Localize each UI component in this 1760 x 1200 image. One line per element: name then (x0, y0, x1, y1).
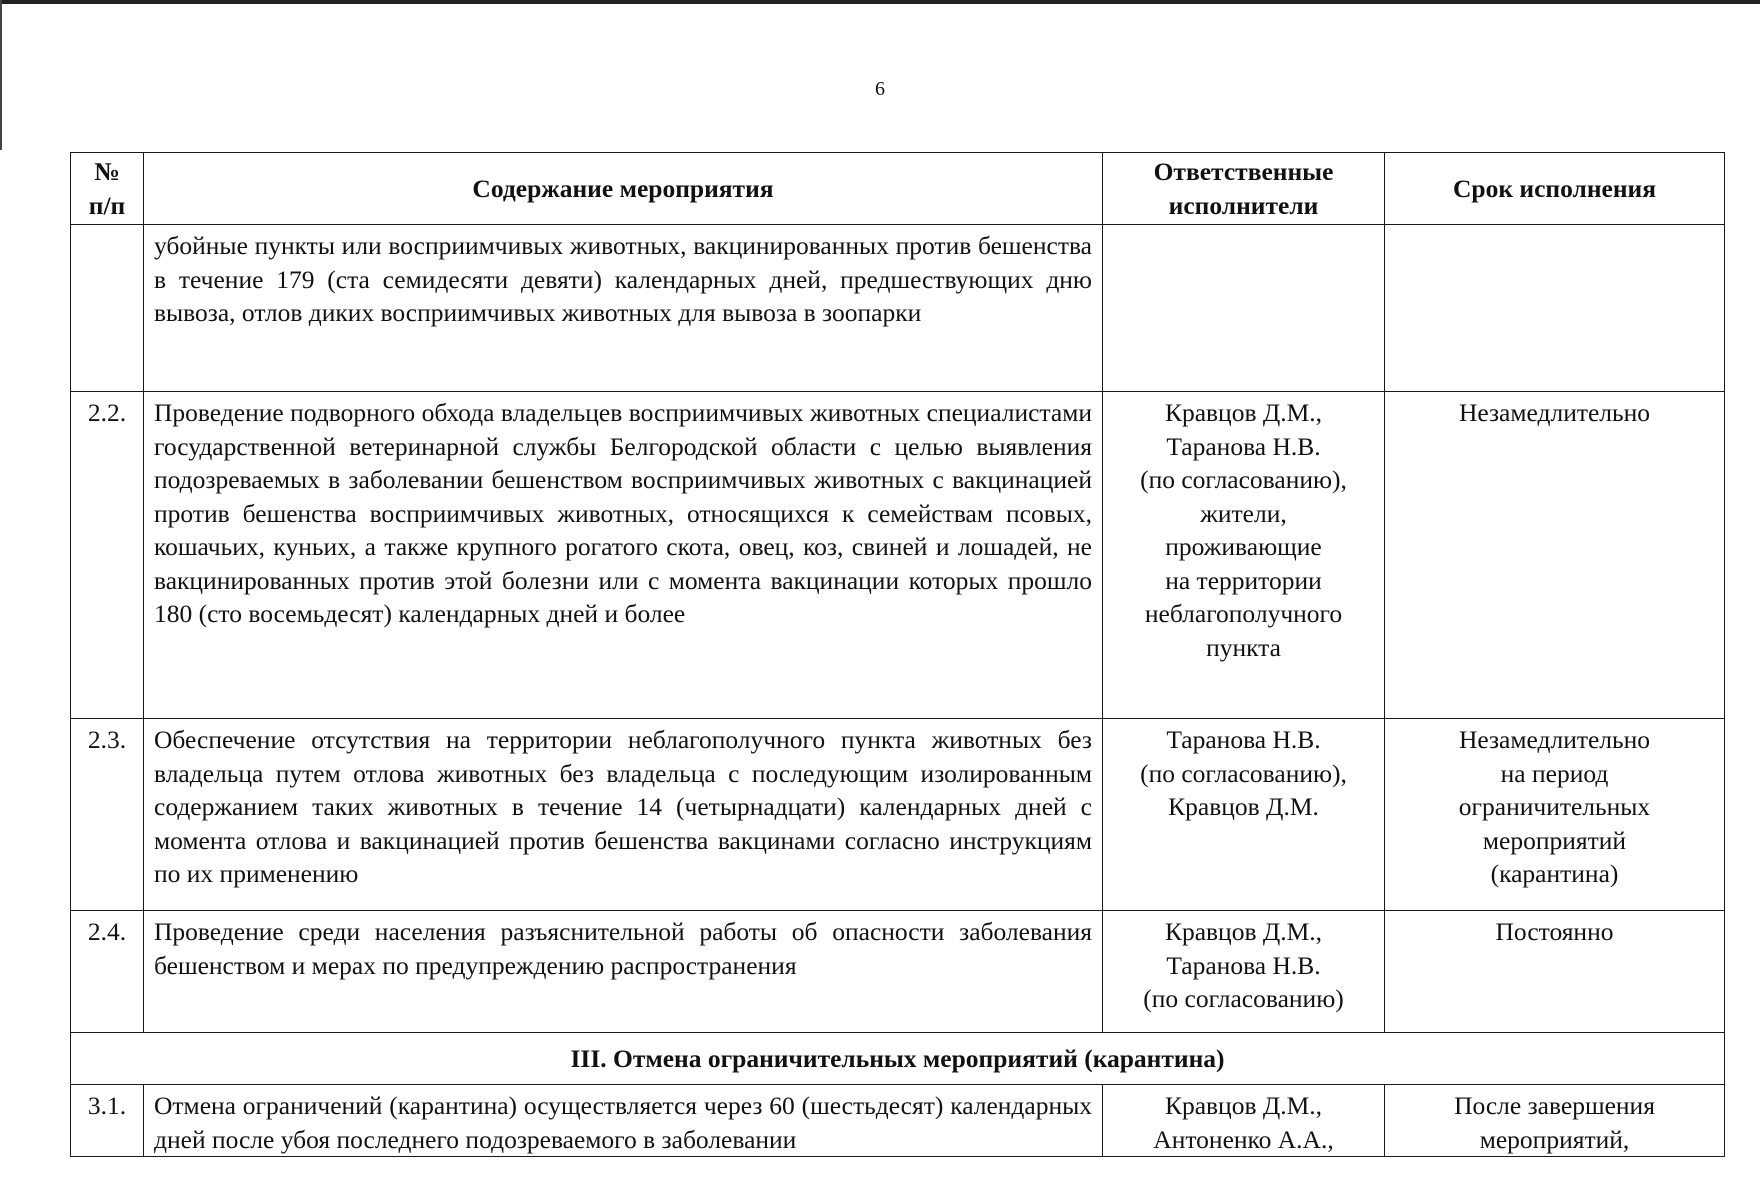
table-row (71, 225, 1725, 392)
header-term: Срок исполнения (1385, 153, 1725, 225)
row-responsible: Кравцов Д.М., Таранова Н.В. (по согласованию) (1103, 911, 1385, 1033)
row-num: 3.1. (71, 1085, 144, 1157)
header-content: Содержание мероприятия (144, 153, 1103, 225)
table-row (71, 911, 1725, 1033)
row-term: Незамедлительно (1385, 392, 1725, 719)
row-num: 2.4. (71, 911, 144, 1033)
row-responsible: Таранова Н.В. (по согласованию), Кравцов Д.М. (1103, 719, 1385, 911)
measures-table (70, 152, 1725, 1157)
page-number: 6 (875, 78, 885, 100)
row-content: Проведение подворного обхода владельцев восприимчивых животных специалистами государственной ветеринарной службы Белгородской области с целью выявления подозреваемых в заболевании бешенством восприимчивых животных с вакцинацией против бешенства восприимчивых животных, относящихся к семействам псовых, кошачьих, куньих, а также крупного рогатого скота, овец, коз, свиней и лошадей, не вакцинированных против этой болезни или с момента вакцинации которых прошло 180 (сто восемьдесят) календарных дней и более (144, 392, 1103, 719)
section-row (71, 1033, 1725, 1085)
row-term: После завершения мероприятий, (1385, 1085, 1725, 1157)
row-responsible: Кравцов Д.М., Антоненко А.А., (1103, 1085, 1385, 1157)
table-row (71, 719, 1725, 911)
scan-top-edge (0, 0, 1760, 4)
row-content: Проведение среди населения разъяснительной работы об опасности заболевания бешенством и мерах по предупреждению распространения (144, 911, 1103, 1033)
row-num: 2.2. (71, 392, 144, 719)
table-header-row (71, 153, 1725, 225)
row-content: Отмена ограничений (карантина) осуществляется через 60 (шестьдесят) календарных дней после убоя последнего подозреваемого в заболевании (144, 1085, 1103, 1157)
header-num: № п/п (71, 153, 144, 225)
row-term: Постоянно (1385, 911, 1725, 1033)
row-content: Обеспечение отсутствия на территории неблагополучного пункта животных без владельца путем отлова животных без владельца с последующим изолированным содержанием таких животных в течение 14 (четырнадцати) календарных дней с момента отлова и вакцинацией против бешенства вакцинами согласно инструкциям по их применению (144, 719, 1103, 911)
header-responsible: Ответственные исполнители (1103, 153, 1385, 225)
table-row (71, 392, 1725, 719)
section-title: III. Отмена ограничительных мероприятий (карантина) (71, 1033, 1725, 1085)
row-num: 2.3. (71, 719, 144, 911)
row-num (71, 225, 144, 392)
row-term (1385, 225, 1725, 392)
row-responsible: Кравцов Д.М., Таранова Н.В. (по согласованию), жители, проживающие на территории неблагополучного пункта (1103, 392, 1385, 719)
table-row (71, 1085, 1725, 1157)
scan-left-edge (0, 0, 2, 150)
row-content: убойные пункты или восприимчивых животных, вакцинированных против бешенства в течение 179 (ста семидесяти девяти) календарных дней, предшествующих дню вывоза, отлов диких восприимчивых животных для вывоза в зоопарки (144, 225, 1103, 392)
row-term: Незамедлительно на период ограничительных мероприятий (карантина) (1385, 719, 1725, 911)
row-responsible (1103, 225, 1385, 392)
